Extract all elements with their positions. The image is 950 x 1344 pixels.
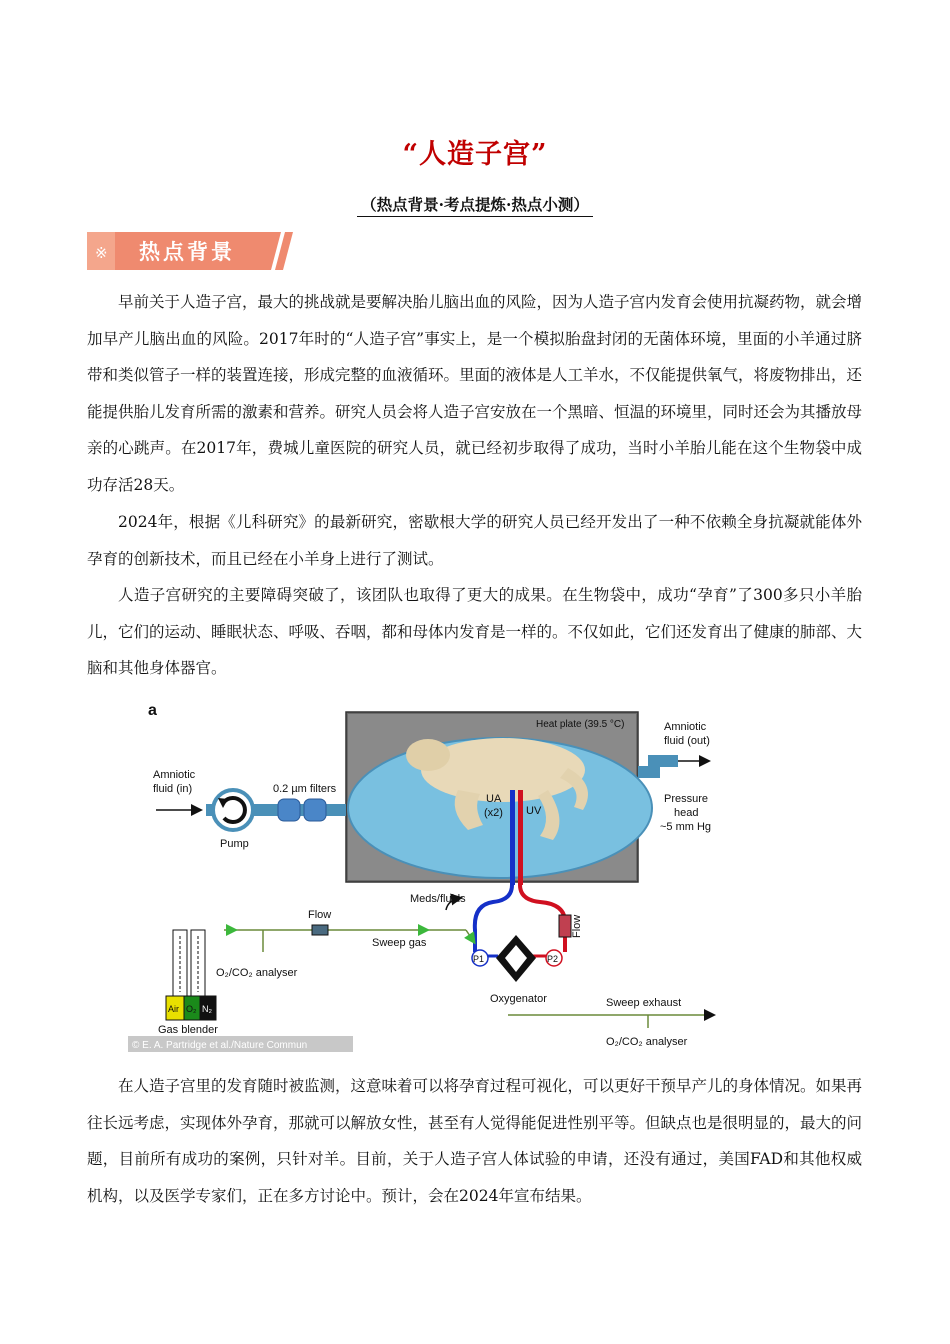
figure-credit: © E. A. Partridge et al./Nature Commun <box>132 1040 308 1051</box>
flow-meter <box>312 925 328 935</box>
paragraph-4: 在人造子宫里的发育随时被监测，这意味着可以将孕育过程可视化，可以更好干预早产儿的身体情况。如果再往长远考虑，实现体外孕育，那就可以解放女性，甚至有人觉得能促进性别平等。但缺点也是很明显的，最大的问题，目前所有成功的案例，只针对羊。目前，关于人造子宫人体试验的申请，还没有通过，美国FAD和其他权威机构，以及医学专家们，正在多方讨论中。预计，会在2024年宣布结果。 <box>87 1077 863 1205</box>
banner-label: 热点背景 <box>139 239 235 264</box>
filters-label: 0.2 µm filters <box>273 783 337 795</box>
banner-mark: ※ <box>95 244 108 262</box>
uv-label: UV <box>526 805 542 817</box>
analyser-left-label: O₂/CO₂ analyser <box>216 967 298 979</box>
ua-count-label: (x2) <box>484 807 503 819</box>
flow-side-label: Flow <box>571 914 583 938</box>
paragraph-1: 早前关于人造子宫，最大的挑战就是要解决胎儿脑出血的风险，因为人造子宫内发育会使用抗凝药物，就会增加早产儿脑出血的风险。2017年时的“人造子宫”事实上，是一个模拟胎盘封闭的无菌体环境，里面的小羊通过脐带和类似管子一样的装置连接，形成完整的血液循环。里面的液体是人工羊水，不仅能提供氧气，将废物排出，还能提供胎儿发育所需的激素和营养。研究人员会将人造子宫安放在一个黑暗、恒温的环境里，同时还会为其播放母亲的心跳声。在2017年，费城儿童医院的研究人员，就已经初步取得了成功，当时小羊胎儿能在这个生物袋中成功存活28天。 <box>87 293 863 494</box>
pump-label: Pump <box>220 838 249 850</box>
filter-icon-1 <box>278 799 300 821</box>
ua-label: UA <box>486 793 502 805</box>
p2-label: P2 <box>547 954 559 964</box>
panel-label: a <box>148 702 157 719</box>
oxygenator-label: Oxygenator <box>490 993 547 1005</box>
amniotic-in-label-2: fluid (in) <box>153 783 193 795</box>
pressure-label-3: ~5 mm Hg <box>660 821 712 833</box>
flow-top-label: Flow <box>308 909 332 921</box>
gas-o2-label: O₂ <box>186 1004 197 1014</box>
umbilical-artery <box>510 790 515 885</box>
paragraph-3: 人造子宫研究的主要障碍突破了，该团队也取得了更大的成果。在生物袋中，成功“孕育”了300多只小羊胎儿，它们的运动、睡眠状态、呼吸、吞咽，都和母体内发育是一样的。不仅如此，它们还发育出了健康的肺部、大脑和其他身体器官。 <box>87 586 863 677</box>
pressure-label-2: head <box>674 807 699 819</box>
page-title: “人造子宫” <box>402 139 548 170</box>
amniotic-in-label-1: Amniotic <box>153 769 196 781</box>
amniotic-out-label-1: Amniotic <box>664 721 707 733</box>
meds-label: Meds/fluids <box>410 893 466 905</box>
gas-n2-label: N₂ <box>202 1004 212 1014</box>
amniotic-out-label-2: fluid (out) <box>664 735 710 747</box>
artificial-womb-diagram <box>128 690 718 1055</box>
subtitle-text: （热点背景·考点提炼·热点小测） <box>357 195 593 217</box>
umbilical-vein <box>518 790 523 885</box>
p1-label: P1 <box>473 954 485 964</box>
sweep-exhaust-label: Sweep exhaust <box>606 997 682 1009</box>
gas-blender-label: Gas blender <box>158 1024 218 1036</box>
filter-icon-2 <box>304 799 326 821</box>
page-subtitle <box>0 193 950 215</box>
pressure-label-1: Pressure <box>664 793 709 805</box>
flow-sensor-right <box>559 915 571 937</box>
paragraph-2: 2024年，根据《儿科研究》的最新研究，密歇根大学的研究人员已经开发出了一种不依赖全身抗凝就能体外孕育的创新技术，而且已经在小羊身上进行了测试。 <box>87 513 862 568</box>
sweep-gas-label: Sweep gas <box>372 937 427 949</box>
gas-air-label: Air <box>168 1004 179 1014</box>
section-banner <box>87 230 297 272</box>
heat-plate-label: Heat plate (39.5 °C) <box>536 719 625 730</box>
analyser-right-label: O₂/CO₂ analyser <box>606 1036 688 1048</box>
